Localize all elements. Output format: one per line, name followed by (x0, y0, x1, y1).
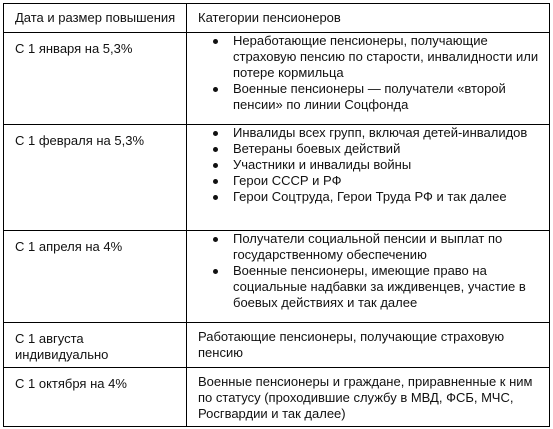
bullet-icon (213, 147, 218, 152)
table-row (4, 125, 550, 231)
bullet-icon (213, 269, 218, 274)
list-item (213, 189, 549, 205)
category-cell (187, 33, 550, 125)
category-list (187, 33, 549, 113)
bullet-icon (213, 87, 218, 92)
table-row (4, 33, 550, 125)
list-item-text: Получатели социальной пенсии и выплат по государственному обеспечению (233, 231, 503, 262)
list-item (213, 125, 549, 141)
bullet-icon (213, 39, 218, 44)
date-text: С 1 августа индивидуально (15, 331, 109, 362)
bullet-icon (213, 131, 218, 136)
bullet-icon (213, 163, 218, 168)
bullet-icon (213, 179, 218, 184)
date-text: С 1 февраля на 5,3% (15, 133, 145, 148)
list-item-text: Участники и инвалиды войны (233, 157, 412, 172)
header-category-label: Категории пенсионеров (198, 10, 341, 25)
list-item (213, 231, 549, 263)
bullet-icon (213, 237, 218, 242)
category-cell (187, 231, 550, 323)
list-item (213, 33, 549, 81)
table-row (4, 231, 550, 323)
list-item-text: Ветераны боевых действий (233, 141, 401, 156)
list-item-text: Неработающие пенсионеры, получающие страховую пенсию по старости, инвалидности или потере кормильца (233, 33, 539, 80)
category-list (187, 125, 549, 205)
category-text: Военные пенсионеры и граждане, приравненные к ним по статусу (проходившие службу в МВД, ФСБ, МЧС, Росгвардии и так далее) (198, 374, 533, 421)
date-text: С 1 января на 5,3% (15, 41, 133, 56)
list-item (213, 81, 549, 113)
header-date-label: Дата и размер повышения (15, 10, 176, 25)
list-item-text: Герои Соцтруда, Герои Труда РФ и так далее (233, 189, 507, 204)
table-header-row (4, 4, 550, 33)
category-cell (187, 125, 550, 231)
date-text: С 1 апреля на 4% (15, 239, 123, 254)
list-item-text: Военные пенсионеры — получатели «второй пенсии» по линии Соцфонда (233, 81, 506, 112)
category-cell (187, 368, 550, 427)
table-row (4, 368, 550, 427)
header-cell-category (187, 4, 550, 33)
date-cell (4, 231, 187, 323)
bullet-icon (213, 195, 218, 200)
list-item-text: Военные пенсионеры, имеющие право на социальные надбавки за иждивенцев, участие в боевых действиях и так далее (233, 263, 526, 310)
list-item (213, 141, 549, 157)
date-cell (4, 125, 187, 231)
list-item (213, 173, 549, 189)
category-text: Работающие пенсионеры, получающие страховую пенсию (198, 329, 505, 360)
header-cell-date (4, 4, 187, 33)
date-cell (4, 33, 187, 125)
pension-indexation-table (3, 3, 550, 427)
category-cell (187, 323, 550, 368)
list-item (213, 157, 549, 173)
category-list (187, 231, 549, 311)
list-item-text: Герои СССР и РФ (233, 173, 342, 188)
date-cell (4, 323, 187, 368)
date-text: С 1 октября на 4% (15, 376, 127, 391)
list-item (213, 263, 549, 311)
table-row (4, 323, 550, 368)
date-cell (4, 368, 187, 427)
list-item-text: Инвалиды всех групп, включая детей-инвалидов (233, 125, 528, 140)
